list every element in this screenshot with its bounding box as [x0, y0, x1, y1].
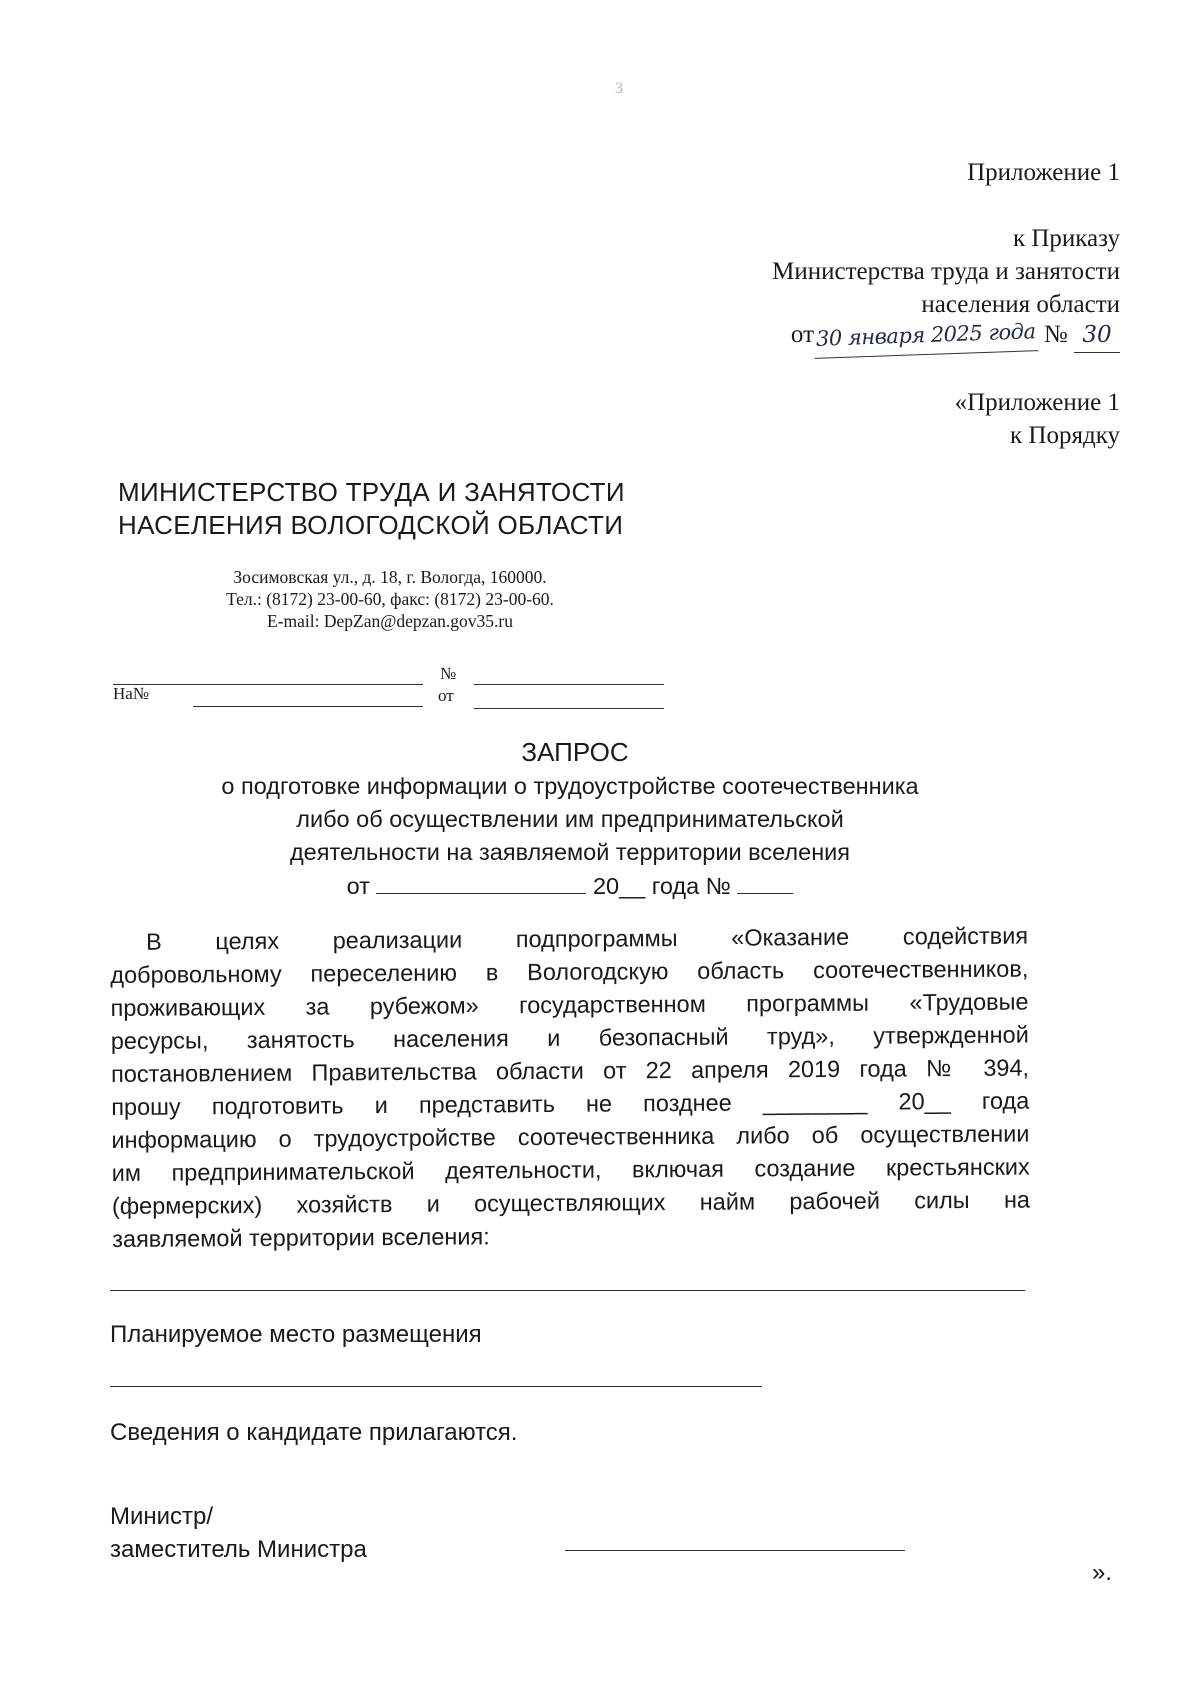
- outgoing-number-label: №: [440, 664, 457, 683]
- request-number-blank: [737, 869, 793, 894]
- body-line: (фермерских) хозяйств и осуществляющих найм рабочей силы на: [111, 1186, 1031, 1219]
- annex-title: Приложение 1: [967, 159, 1120, 186]
- candidate-info: Сведения о кандидате прилагаются.: [110, 1419, 518, 1446]
- request-subtitle-line1: о подготовке информации о трудоустройстве соотечественника: [221, 773, 919, 799]
- incoming-from-label: от: [438, 686, 454, 705]
- request-subtitle-line3: деятельности на заявляемой территории вселения: [289, 839, 851, 865]
- number-sign: №: [1043, 321, 1068, 348]
- placement-fill-line: [110, 1386, 762, 1387]
- ministry-name: [118, 476, 625, 542]
- handwritten-number: 30: [1074, 319, 1120, 353]
- portion-annex-block: [955, 386, 1120, 452]
- request-body: [110, 920, 1030, 1256]
- body-line: постановлением Правительства области от 22 апреля 2019 года № 394,: [110, 1054, 1030, 1087]
- outgoing-date-line: [113, 684, 423, 685]
- portion-annex-line2: к Порядку: [1010, 422, 1120, 449]
- signatory-title: [110, 1500, 367, 1566]
- body-line: ресурсы, занятость населения и безопасный труд», утвержденной: [110, 1021, 1029, 1054]
- annex-order-line2: Министерства труда и занятости: [772, 258, 1120, 285]
- ministry-line2: НАСЕЛЕНИЯ ВОЛОГОДСКОЙ ОБЛАСТИ: [118, 510, 624, 540]
- incoming-number-line: [193, 706, 423, 707]
- body-line: добровольному переселению в Вологодскую область соотечественников,: [110, 955, 1029, 988]
- annex-order-block: [772, 222, 1120, 321]
- request-subtitle: [180, 770, 960, 903]
- annex-order-line3: населения области: [921, 291, 1120, 318]
- handwritten-date: 30 января 2025 года: [813, 315, 1038, 359]
- request-subtitle-line2: либо об осуществлении им предпринимательской: [296, 806, 844, 832]
- request-date-blank: [376, 869, 586, 894]
- incoming-date-line: [474, 708, 664, 709]
- request-date-line: [180, 869, 960, 903]
- ministry-email: E-mail: DepZan@depzan.gov35.ru: [267, 611, 513, 631]
- ministry-line1: МИНИСТЕРСТВО ТРУДА И ЗАНЯТОСТИ: [118, 477, 625, 507]
- ministry-address: Зосимовская ул., д. 18, г. Вологда, 160000.: [233, 567, 547, 587]
- order-date-line: [791, 318, 1120, 355]
- territory-fill-line: [110, 1290, 1025, 1291]
- body-line: информацию о трудоустройстве соотечественника либо об осуществлении: [111, 1120, 1030, 1153]
- signature-line: [565, 1550, 905, 1551]
- ministry-phone: Тел.: (8172) 23-00-60, факс: (8172) 23-00-60.: [226, 589, 554, 609]
- request-title: ЗАПРОС: [521, 737, 629, 767]
- date-prefix: от: [790, 321, 815, 348]
- body-line: проживающих за рубежом» государственном программы «Трудовые: [110, 988, 1029, 1021]
- portion-annex-line1: «Приложение 1: [954, 389, 1120, 416]
- closing-quote: ».: [1092, 1559, 1113, 1586]
- page-number: 3: [615, 80, 623, 97]
- outgoing-number-line: [474, 684, 664, 685]
- annex-order-line1: к Приказу: [1012, 225, 1120, 252]
- placement-label: Планируемое место размещения: [110, 1321, 482, 1348]
- ministry-contacts: [190, 566, 590, 632]
- body-line: заявляемой территории вселения:: [112, 1223, 490, 1252]
- incoming-number-label: На№: [113, 684, 150, 703]
- request-year-label: 20__ года №: [592, 873, 731, 899]
- body-line: В целях реализации подпрограммы «Оказание содействия: [146, 922, 1029, 955]
- body-line: прошу подготовить и представить не позднее ________ 20__ года: [111, 1087, 1030, 1120]
- signatory-line2: заместитель Министра: [110, 1536, 367, 1563]
- body-line: им предпринимательской деятельности, включая создание крестьянских: [111, 1153, 1030, 1186]
- request-from-label: от: [346, 873, 370, 899]
- signatory-line1: Министр/: [110, 1503, 214, 1530]
